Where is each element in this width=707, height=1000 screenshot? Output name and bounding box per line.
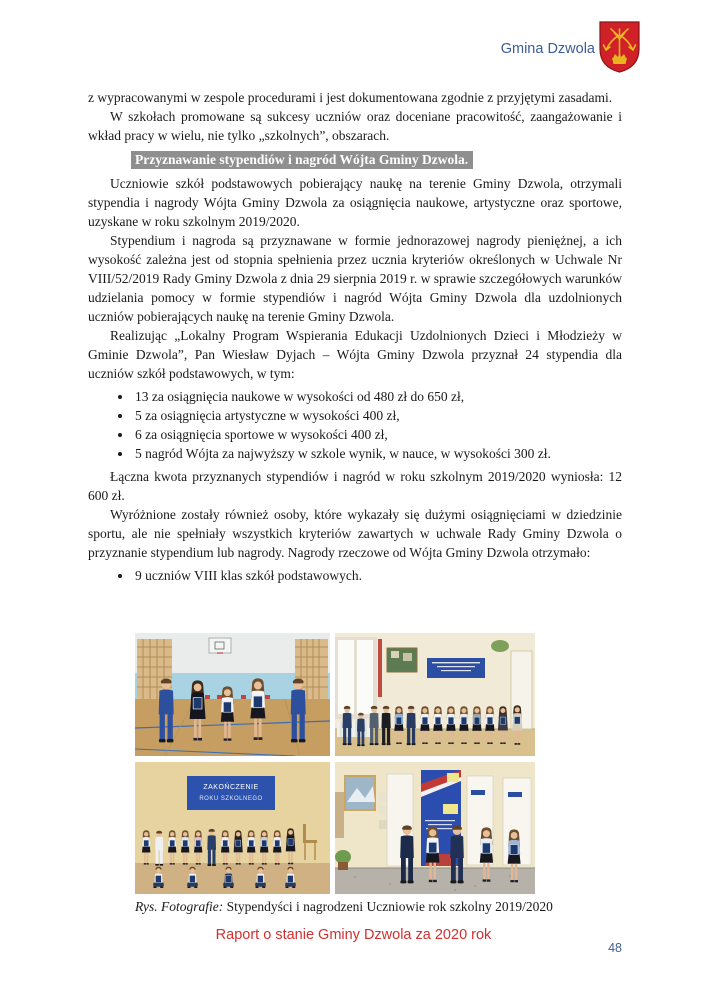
- paragraph: Stypendium i nagroda są przyznawane w formie jednorazowej nagrody pieniężnej, a ich wysokość zależna jest od stopnia spełnienia przez ucznia kryteriów określonych w Uchwale Nr VIII/52/2019 Rady Gminy Dzwola z dnia 29 sierpnia 2019 r. w sprawie szczegółowych warunków udzielania pomocy w formie stypendiów i nagród Wójta Gminy Dzwola dla uzdolnionych uczniów pobierających naukę na terenie Gminy Dzwola.: [88, 233, 622, 324]
- coat-of-arms-icon: [598, 20, 641, 74]
- list-item: • 13 za osiągnięcia naukowe w wysokości od 480 zł do 650 zł,: [133, 387, 622, 406]
- paragraph: z wypracowanymi w zespole procedurami i jest dokumentowana zgodnie z przyjętymi zasadami.: [88, 90, 613, 105]
- photo-section: [135, 633, 553, 915]
- paragraph: Uczniowie szkół podstawowych pobierający naukę na terenie Gminy Dzwola, otrzymali stypendia i nagrody Wójta Gminy Dzwola za osiągnięcia naukowe, artystyczne oraz sportowe, uzyskane w roku szkolnym 2019/2020.: [88, 176, 622, 229]
- paragraph: Realizując „Lokalny Program Wspierania Edukacji Uzdolnionych Dzieci i Młodzieży w Gminie Dzwola”, Pan Wiesław Dyjach – Wójta Gminy Dzwola przyznał 24 stypendia dla uczniów szkół podstawowych, w tym:: [88, 328, 622, 381]
- section-heading-text: Przyznawanie stypendiów i nagród Wójta Gminy Dzwola.: [131, 151, 473, 169]
- scholarship-bullet-list: [88, 387, 622, 463]
- document-body: [88, 88, 622, 589]
- report-footer-title: Raport o stanie Gminy Dzwola za 2020 rok: [215, 927, 492, 943]
- photo-caption: [135, 898, 553, 915]
- photo-caption-prefix: Rys. Fotografie:: [135, 899, 224, 914]
- paragraph: Wyróżnione zostały również osoby, które wykazały się dużymi osiągnięciami w dziedzinie sportu, ale nie spełniały wszystkich kryteriów zawartych w uchwale Rady Gminy Dzwola o przyznanie stypendium lub nagrody. Nagrody rzeczowe od Wójta Gminy Dzwola otrzymało:: [88, 507, 622, 560]
- svg-text:ZAKOŃCZENIE: ZAKOŃCZENIE: [203, 784, 259, 791]
- municipality-name: Gmina Dzwola: [500, 41, 595, 57]
- page-number: 48: [608, 941, 622, 955]
- paragraph: W szkołach promowane są sukcesy uczniów oraz doceniane pracowitość, zaangażowanie i wkład pracy w wielu, nie tylko „szkolnych”, obszarach.: [88, 109, 622, 143]
- section-heading: [131, 150, 622, 169]
- paragraph: Łączna kwota przyznanych stypendiów i nagród w roku szkolnym 2019/2020 wyniosła: 12 600 zł.: [88, 469, 622, 503]
- photo-gym-awards: [135, 633, 330, 756]
- list-item: • 9 uczniów VIII klas szkół podstawowych.: [133, 566, 622, 585]
- photo-corridor-awards: [335, 762, 535, 894]
- list-item: • 5 nagród Wójta za najwyższy w szkole wynik, w nauce, w wysokości 300 zł.: [133, 444, 622, 463]
- photo-classroom-group: [335, 633, 535, 756]
- photo-grid: [135, 633, 536, 894]
- photo-school-year-end-group: [135, 762, 330, 894]
- list-item: • 6 za osiągnięcia sportowe w wysokości 400 zł,: [133, 425, 622, 444]
- svg-text:ROKU SZKOLNEGO: ROKU SZKOLNEGO: [199, 796, 263, 802]
- award-bullet-list: [88, 566, 622, 585]
- list-item: • 5 za osiągnięcia artystyczne w wysokości 400 zł,: [133, 406, 622, 425]
- photo-caption-text: Stypendyści i nagrodzeni Uczniowie rok szkolny 2019/2020: [223, 899, 553, 914]
